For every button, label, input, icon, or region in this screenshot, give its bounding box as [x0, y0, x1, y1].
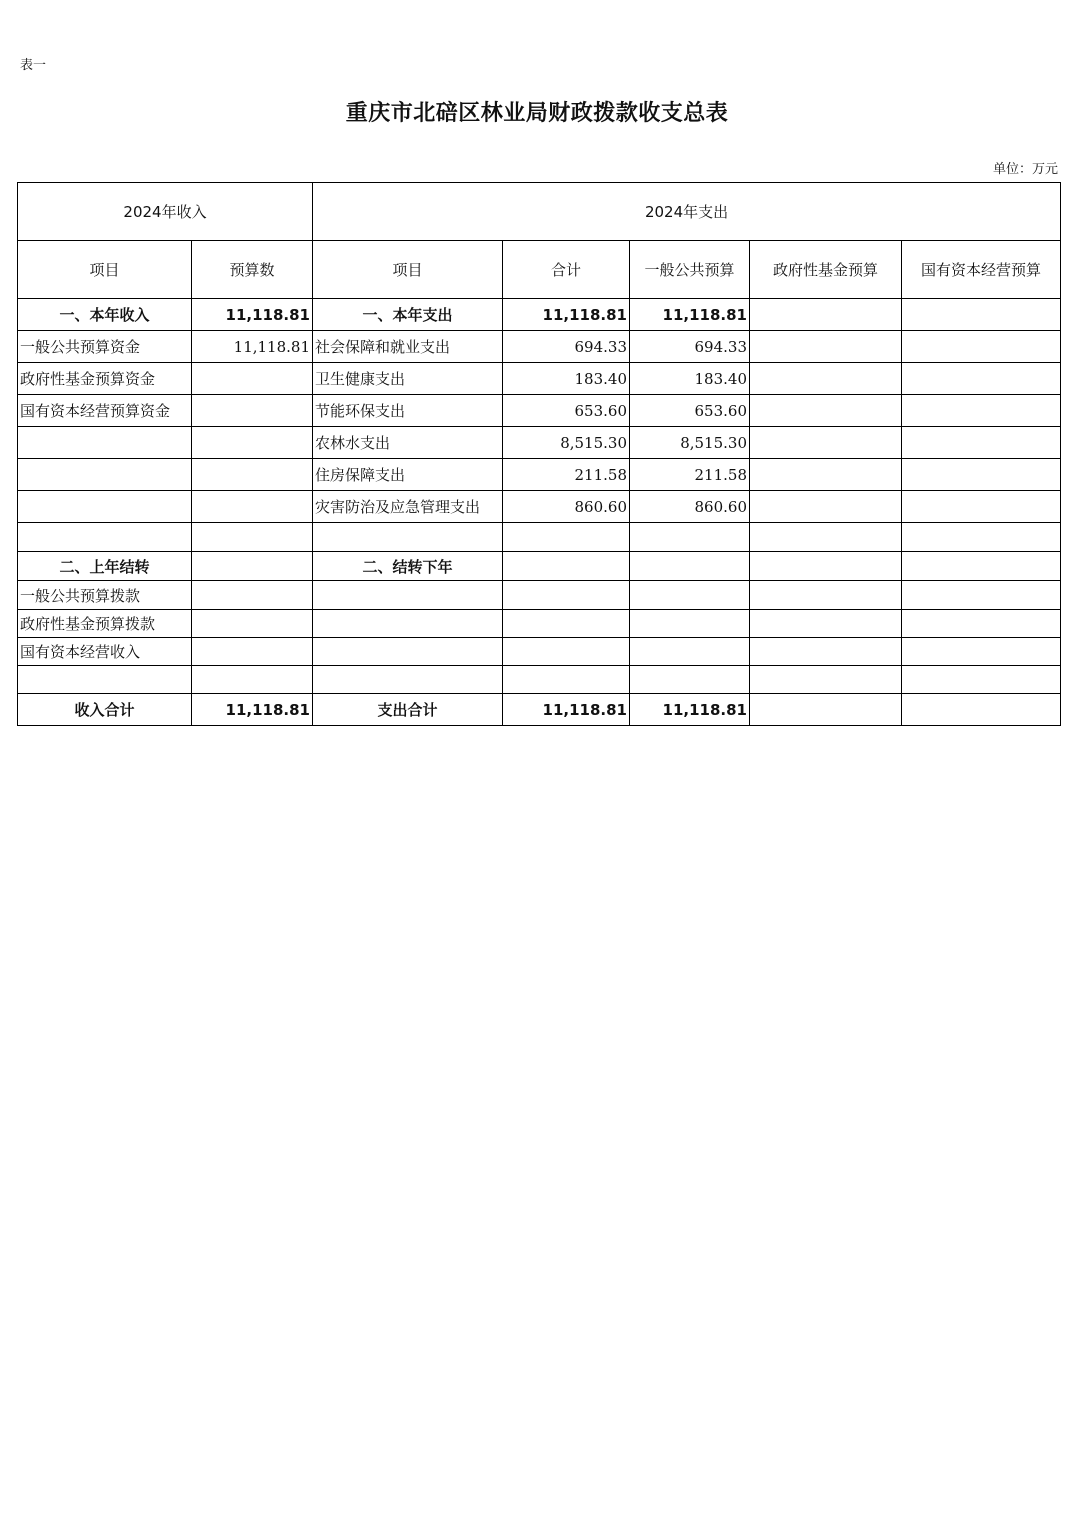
page-title: 重庆市北碚区林业局财政拨款收支总表 — [345, 101, 729, 126]
table-cell — [902, 552, 1061, 581]
table-cell — [503, 523, 630, 552]
table-cell — [902, 610, 1061, 638]
table-cell — [750, 491, 902, 523]
expense-group-header: 2024年支出 — [313, 183, 1061, 241]
table-cell: 农林水支出 — [313, 427, 503, 459]
column-header-row — [18, 241, 1061, 299]
table-cell — [192, 638, 313, 666]
income-group-header: 2024年收入 — [18, 183, 313, 241]
table-cell: 二、上年结转 — [18, 552, 192, 581]
table-row — [18, 523, 1061, 552]
table-cell — [902, 299, 1061, 331]
table-cell: 8,515.30 — [630, 427, 750, 459]
table-cell: 政府性基金预算拨款 — [18, 610, 192, 638]
table-cell — [902, 491, 1061, 523]
table-row — [18, 459, 1061, 491]
table-cell: 11,118.81 — [192, 299, 313, 331]
table-cell — [902, 638, 1061, 666]
table-row — [18, 363, 1061, 395]
table-cell: 11,118.81 — [503, 694, 630, 726]
table-cell — [902, 694, 1061, 726]
table-cell: 支出合计 — [313, 694, 503, 726]
table-cell — [750, 666, 902, 694]
table-cell: 收入合计 — [18, 694, 192, 726]
table-cell — [630, 638, 750, 666]
table-cell — [750, 299, 902, 331]
table-cell: 政府性基金预算资金 — [18, 363, 192, 395]
table-cell — [750, 523, 902, 552]
table-cell: 灾害防治及应急管理支出 — [313, 491, 503, 523]
table-cell: 国有资本经营预算资金 — [18, 395, 192, 427]
table-cell — [192, 363, 313, 395]
budget-table — [17, 182, 1061, 726]
table-row — [18, 299, 1061, 331]
table-cell — [630, 666, 750, 694]
table-cell — [750, 427, 902, 459]
col-general-budget: 一般公共预算 — [630, 241, 750, 299]
unit-label: 单位：万元 — [992, 162, 1058, 177]
table-cell: 11,118.81 — [630, 299, 750, 331]
table-cell — [750, 331, 902, 363]
table-row — [18, 491, 1061, 523]
table-cell — [18, 427, 192, 459]
table-cell — [503, 581, 630, 610]
table-cell: 860.60 — [630, 491, 750, 523]
col-income-item: 项目 — [18, 241, 192, 299]
total-row — [18, 694, 1061, 726]
col-gov-fund-budget: 政府性基金预算 — [750, 241, 902, 299]
table-cell — [750, 581, 902, 610]
col-income-budget: 预算数 — [192, 241, 313, 299]
table-cell — [503, 552, 630, 581]
table-cell: 住房保障支出 — [313, 459, 503, 491]
table-row — [18, 638, 1061, 666]
table-cell: 694.33 — [630, 331, 750, 363]
table-cell: 节能环保支出 — [313, 395, 503, 427]
table-cell — [313, 666, 503, 694]
table-cell — [313, 523, 503, 552]
table-cell: 卫生健康支出 — [313, 363, 503, 395]
table-cell: 11,118.81 — [192, 694, 313, 726]
table-cell — [750, 552, 902, 581]
table-cell — [313, 581, 503, 610]
table-cell: 211.58 — [503, 459, 630, 491]
table-cell — [750, 363, 902, 395]
table-cell — [313, 638, 503, 666]
table-cell — [902, 363, 1061, 395]
table-cell — [750, 459, 902, 491]
table-cell — [902, 666, 1061, 694]
table-cell — [313, 610, 503, 638]
group-header-row — [18, 183, 1061, 241]
table-cell: 国有资本经营收入 — [18, 638, 192, 666]
table-cell: 211.58 — [630, 459, 750, 491]
col-expense-item: 项目 — [313, 241, 503, 299]
table-cell: 一般公共预算拨款 — [18, 581, 192, 610]
table-row — [18, 427, 1061, 459]
table-cell — [192, 491, 313, 523]
table-cell — [192, 581, 313, 610]
table-cell — [630, 523, 750, 552]
table-cell — [18, 459, 192, 491]
table-cell: 11,118.81 — [503, 299, 630, 331]
table-cell — [18, 523, 192, 552]
table-cell: 653.60 — [630, 395, 750, 427]
table-cell: 860.60 — [503, 491, 630, 523]
table-cell — [630, 581, 750, 610]
table-cell: 653.60 — [503, 395, 630, 427]
table-cell: 694.33 — [503, 331, 630, 363]
table-cell — [192, 610, 313, 638]
table-cell — [750, 395, 902, 427]
table-row — [18, 666, 1061, 694]
table-cell — [18, 491, 192, 523]
table-cell — [902, 581, 1061, 610]
table-row — [18, 610, 1061, 638]
table-cell: 8,515.30 — [503, 427, 630, 459]
table-cell: 11,118.81 — [630, 694, 750, 726]
table-cell — [630, 610, 750, 638]
table-cell — [630, 552, 750, 581]
table-cell — [192, 459, 313, 491]
table-cell — [192, 552, 313, 581]
table-cell — [503, 610, 630, 638]
table-cell — [902, 459, 1061, 491]
col-state-capital-budget: 国有资本经营预算 — [902, 241, 1061, 299]
table-row — [18, 552, 1061, 581]
table-cell: 11,118.81 — [192, 331, 313, 363]
table-cell — [902, 395, 1061, 427]
table-cell: 183.40 — [503, 363, 630, 395]
table-row — [18, 395, 1061, 427]
table-cell — [192, 666, 313, 694]
table-row — [18, 331, 1061, 363]
table-cell — [503, 638, 630, 666]
table-cell: 一、本年支出 — [313, 299, 503, 331]
table-cell — [902, 523, 1061, 552]
table-cell: 一般公共预算资金 — [18, 331, 192, 363]
table-label: 表一 — [20, 58, 47, 73]
table-row — [18, 581, 1061, 610]
table-cell — [503, 666, 630, 694]
table-cell — [902, 427, 1061, 459]
table-cell — [18, 666, 192, 694]
table-cell — [750, 694, 902, 726]
table-cell — [192, 523, 313, 552]
table-cell — [750, 610, 902, 638]
table-cell: 一、本年收入 — [18, 299, 192, 331]
table-cell: 社会保障和就业支出 — [313, 331, 503, 363]
table-cell — [192, 395, 313, 427]
table-cell: 183.40 — [630, 363, 750, 395]
table-cell: 二、结转下年 — [313, 552, 503, 581]
col-total: 合计 — [503, 241, 630, 299]
table-cell — [902, 331, 1061, 363]
table-cell — [192, 427, 313, 459]
table-cell — [750, 638, 902, 666]
